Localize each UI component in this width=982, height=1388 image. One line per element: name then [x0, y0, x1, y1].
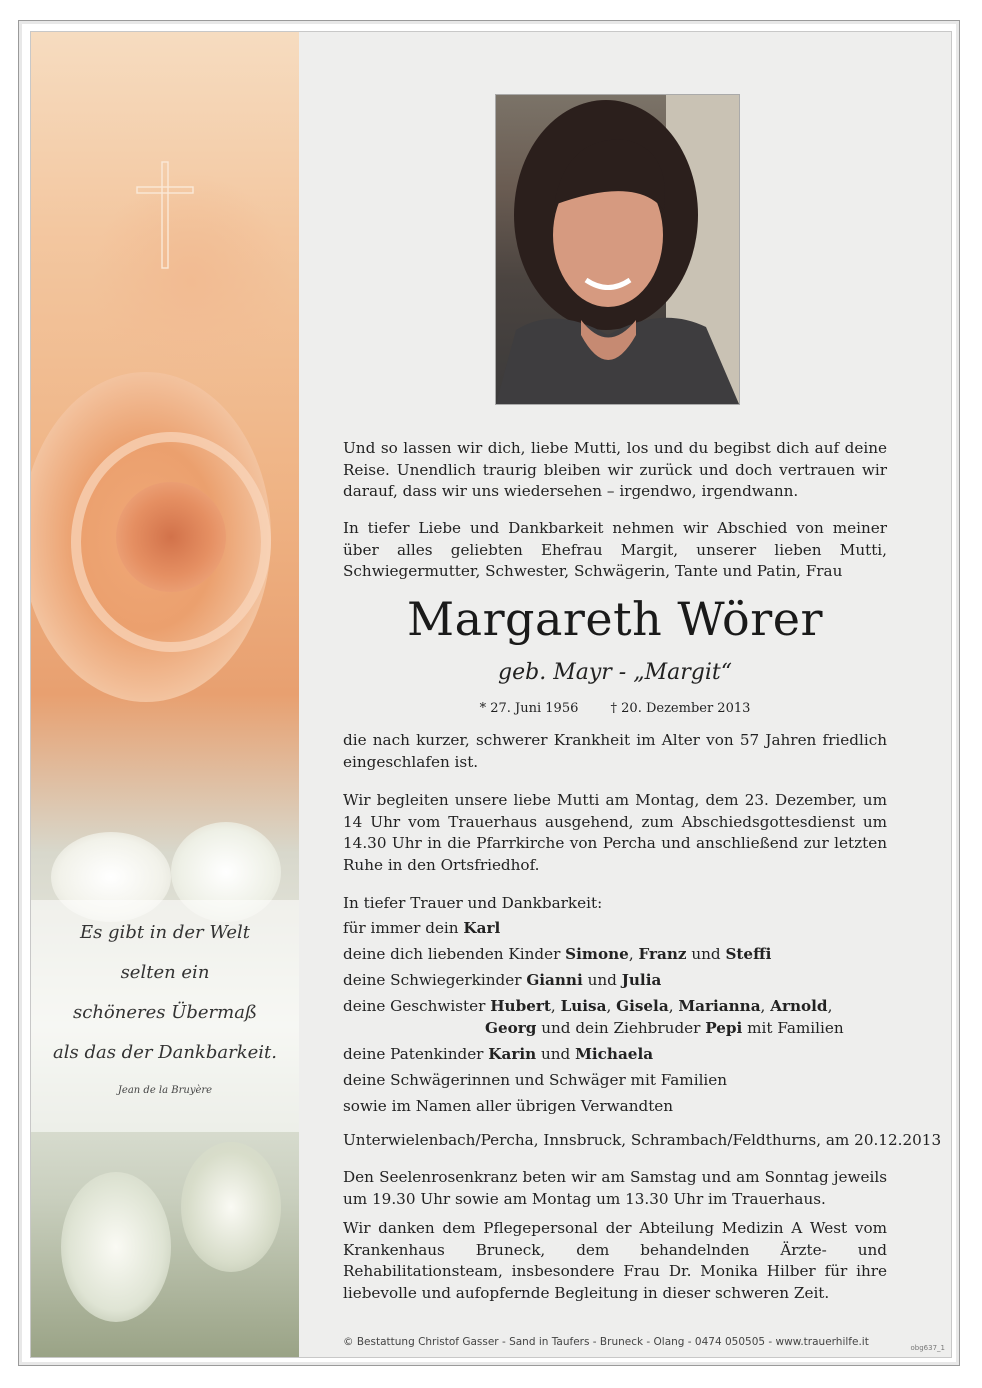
birth-date: * 27. Juni 1956: [479, 701, 579, 716]
body-paragraph-2: Wir begleiten unsere liebe Mutti am Montag, dem 23. Dezember, um 14 Uhr vom Trauerhaus ausgehend, zum Abschiedsgottesdienst um 14.30 Uhr in die Pfarrkirche von Percha und anschließend zur letzten Ruhe in den Ortsfriedhof.: [343, 791, 887, 874]
mourner-line: deine Schwägerinnen und Schwäger mit Familien: [343, 1071, 728, 1089]
life-dates: [343, 701, 887, 716]
template-code: obg637_1: [910, 1344, 945, 1352]
death-date: † 20. Dezember 2013: [610, 701, 751, 716]
deceased-name: Margareth Wörer: [407, 592, 823, 646]
quote-line: als das der Dankbarkeit.: [53, 1042, 277, 1063]
quote-line: selten ein: [120, 962, 210, 983]
cross-icon: [135, 160, 195, 272]
thanks-paragraph: Wir danken dem Pflegepersonal der Abteilung Medizin A West vom Krankenhaus Bruneck, dem behandelnden Ärzte- und Rehabilitationsteam, insbesondere Frau Dr. Monika Hilber für ihre liebevolle und aufopfernde Begleitung in dieser schweren Zeit.: [343, 1219, 887, 1302]
quote-line: Es gibt in der Welt: [79, 922, 251, 943]
footer-credits: © Bestattung Christof Gasser - Sand in Taufers - Bruneck - Olang - 0474 050505 - www.trauerhilfe.it: [343, 1336, 869, 1348]
portrait-photo: [495, 94, 740, 405]
mourner-line: für immer dein Karl: [343, 919, 501, 937]
mourner-line: deine Schwiegerkinder Gianni und Julia: [343, 971, 662, 989]
parte-card: [30, 31, 952, 1358]
rosary-paragraph: Den Seelenrosenkranz beten wir am Samstag und am Sonntag jeweils um 19.30 Uhr sowie am Montag um 13.30 Uhr im Trauerhaus.: [343, 1168, 887, 1208]
mourner-line: deine Patenkinder Karin und Michaela: [343, 1045, 654, 1063]
white-flower: [181, 1142, 281, 1272]
white-flower: [61, 1172, 171, 1322]
mourner-line: deine dich liebenden Kinder Simone, Franz und Steffi: [343, 945, 772, 963]
quote-line: schöneres Übermaß: [73, 1002, 257, 1023]
rose-image-panel: [31, 32, 299, 1357]
place-date: Unterwielenbach/Percha, Innsbruck, Schrambach/Feldthurns, am 20.12.2013: [343, 1131, 942, 1149]
intro-paragraph-2: In tiefer Liebe und Dankbarkeit nehmen wir Abschied von meiner über alles geliebten Ehefrau Margit, unserer lieben Mutti, Schwiegermutter, Schwester, Schwägerin, Tante und Patin, Frau: [343, 519, 887, 580]
portrait-illustration: [496, 95, 739, 404]
mourner-line: deine Geschwister Hubert, Luisa, Gisela, Marianna, Arnold,: [343, 997, 833, 1015]
intro-paragraph-1: Und so lassen wir dich, liebe Mutti, los und du begibst dich auf deine Reise. Unendlich traurig bleiben wir zurück und doch vertrauen wir darauf, dass wir uns wiedersehen – irgendwo, irgendwann.: [343, 439, 887, 500]
mourners-heading: In tiefer Trauer und Dankbarkeit:: [343, 894, 603, 912]
quote-box: [31, 900, 299, 1132]
mourner-line: Georg und dein Ziehbruder Pepi mit Familien: [485, 1019, 844, 1037]
quote-author: Jean de la Bruyère: [117, 1085, 213, 1096]
rose-center: [116, 482, 226, 592]
mourner-line: sowie im Namen aller übrigen Verwandten: [343, 1097, 674, 1115]
birth-name: geb. Mayr - „Margit“: [498, 660, 732, 685]
body-paragraph-1: die nach kurzer, schwerer Krankheit im Alter von 57 Jahren friedlich eingeschlafen ist.: [343, 731, 887, 771]
